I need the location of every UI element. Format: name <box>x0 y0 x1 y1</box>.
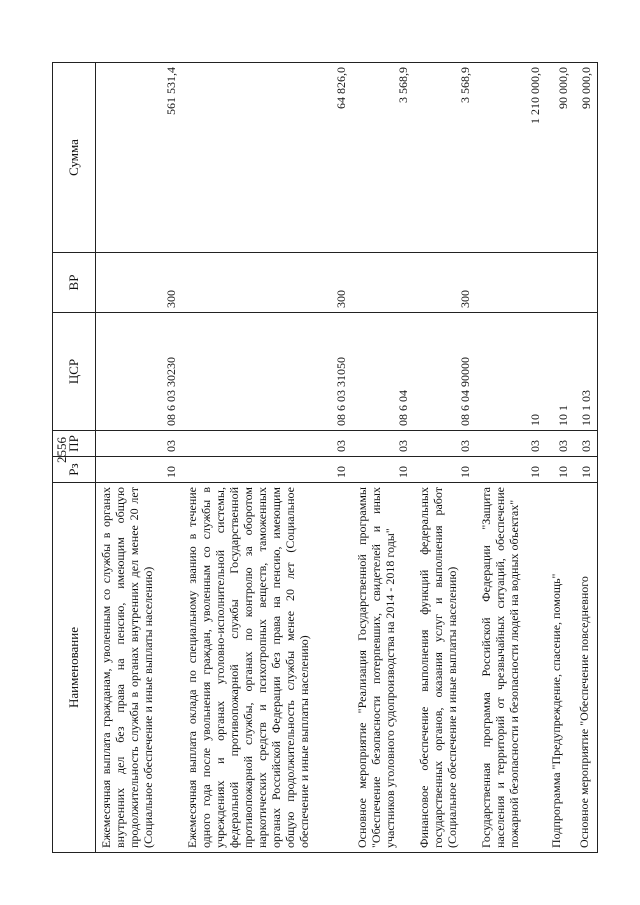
row-csr: 08 6 03 30230 <box>96 313 182 431</box>
header-csr: ЦСР <box>53 313 96 431</box>
header-rz: Рз <box>53 457 96 483</box>
row-vr <box>352 253 414 313</box>
row-pr: 03 <box>476 431 546 457</box>
row-vr: 300 <box>414 253 476 313</box>
row-vr: 300 <box>96 253 182 313</box>
table-header-row <box>53 63 96 853</box>
row-sum: 1 210 000,0 <box>476 63 546 253</box>
row-pr: 03 <box>96 431 182 457</box>
row-rz: 10 <box>414 457 476 483</box>
row-csr: 10 1 03 <box>574 313 598 431</box>
row-name: Основное мероприятие "Реализация Государственной программы "Обеспечение безопасности потерпевших, свидетелей и иных участников уголовного судопроизводства на 2014 - 2018 годы" <box>352 483 414 853</box>
row-csr: 08 6 03 31050 <box>182 313 352 431</box>
row-rz: 10 <box>352 457 414 483</box>
row-pr: 03 <box>182 431 352 457</box>
rotated-page <box>52 63 602 853</box>
table-row <box>182 63 352 853</box>
row-csr: 08 6 04 90000 <box>414 313 476 431</box>
row-name: Государственная программа Российской Федерации "Защита населения и территорий от чрезвычайных ситуаций, обеспечение пожарной безопасности и безопасности людей на водных объектах" <box>476 483 546 853</box>
row-csr: 08 6 04 <box>352 313 414 431</box>
row-name: Ежемесячная выплата гражданам, уволенным со службы в органах внутренних дел без права на пенсию, имеющим общую продолжительность службы в органах внутренних дел менее 20 лет (Социальное обеспечение и иные выплаты населению) <box>96 483 182 853</box>
header-pr: ПР <box>53 431 96 457</box>
row-pr: 03 <box>574 431 598 457</box>
header-name: Наименование <box>53 483 96 853</box>
row-rz: 10 <box>546 457 574 483</box>
header-vr: ВР <box>53 253 96 313</box>
row-name: Подпрограмма "Предупреждение, спасение, помощь" <box>546 483 574 853</box>
row-rz: 10 <box>96 457 182 483</box>
row-vr <box>574 253 598 313</box>
row-rz: 10 <box>574 457 598 483</box>
row-sum: 90 000,0 <box>574 63 598 253</box>
header-sum: Сумма <box>53 63 96 253</box>
row-sum: 3 568,9 <box>352 63 414 253</box>
row-pr: 03 <box>546 431 574 457</box>
row-sum: 64 826,0 <box>182 63 352 253</box>
table-row <box>546 63 574 853</box>
budget-table <box>52 62 598 853</box>
row-csr: 10 <box>476 313 546 431</box>
row-sum: 90 000,0 <box>546 63 574 253</box>
row-vr <box>476 253 546 313</box>
row-pr: 03 <box>414 431 476 457</box>
row-vr: 300 <box>182 253 352 313</box>
table-row <box>476 63 546 853</box>
row-name: Основное мероприятие "Обеспечение повседневного <box>574 483 598 853</box>
row-name: Финансовое обеспечение выполнения функций федеральных государственных органов, оказания услуг и выполнения работ (Социальное обеспечение и иные выплаты населению) <box>414 483 476 853</box>
table-row <box>96 63 182 853</box>
row-name: Ежемесячная выплата оклада по специальному званию в течение одного года после увольнения граждан, уволенным со службы в учреждениях и органах уголовно-исполнительной системы, федеральной противопожарной службы Государственной противопожарной службы, органах по контролю за оборотом наркотических средств и психотропных веществ, таможенных органах Российской Федерации без права на пенсию, имеющим общую продолжительность службы менее 20 лет (Социальное обеспечение и иные выплаты населению) <box>182 483 352 853</box>
row-pr: 03 <box>352 431 414 457</box>
table-row <box>352 63 414 853</box>
row-rz: 10 <box>182 457 352 483</box>
row-vr <box>546 253 574 313</box>
row-sum: 561 531,4 <box>96 63 182 253</box>
row-csr: 10 1 <box>546 313 574 431</box>
table-row <box>574 63 598 853</box>
row-rz: 10 <box>476 457 546 483</box>
row-sum: 3 568,9 <box>414 63 476 253</box>
page-number: 2556 <box>54 437 69 463</box>
table-row <box>414 63 476 853</box>
